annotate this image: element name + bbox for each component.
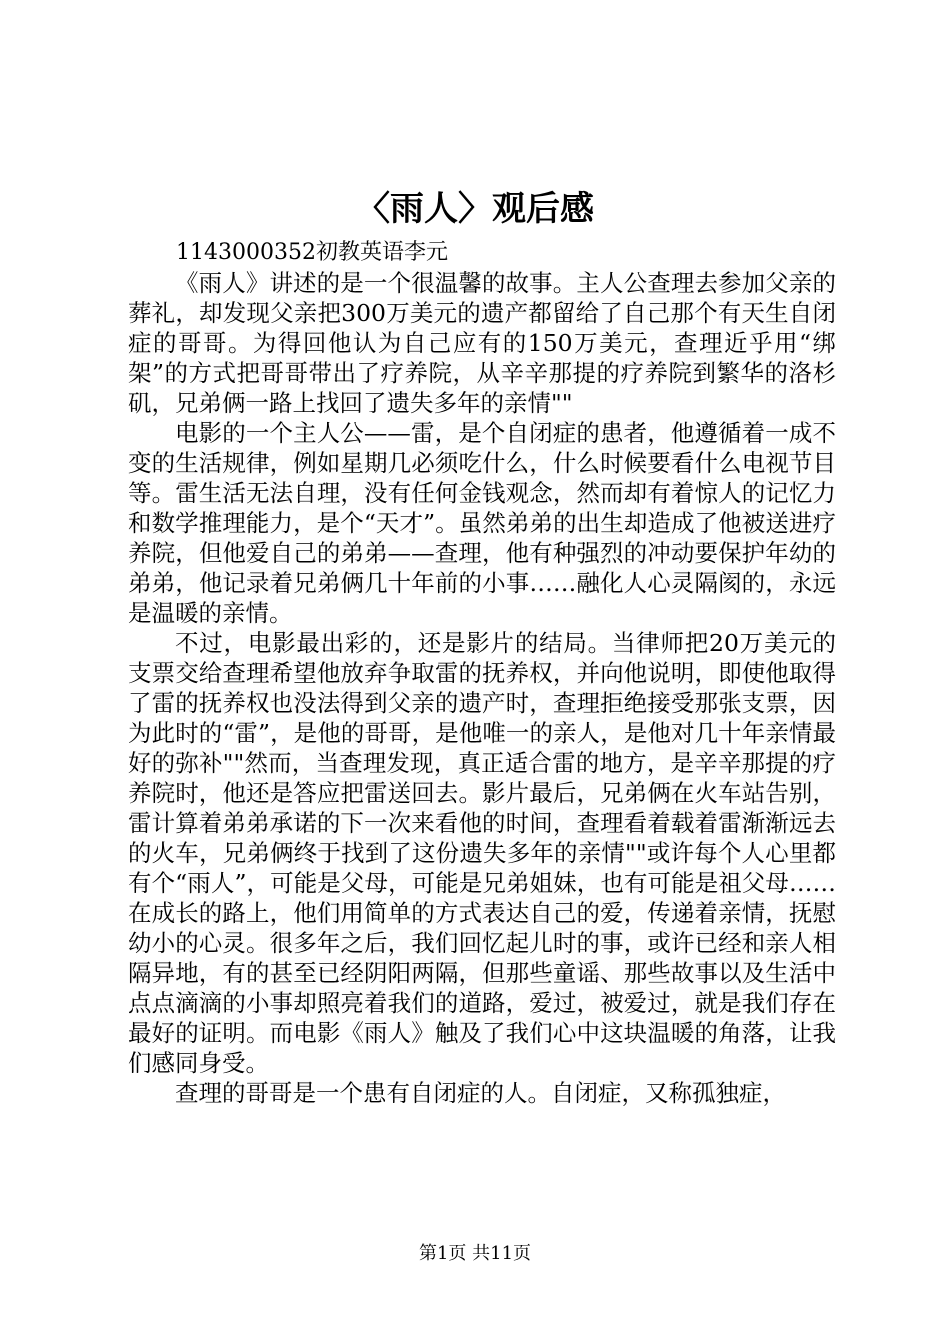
paragraph-2: 电影的一个主人公——雷，是个自闭症的患者，他遵循着一成不变的生活规律，例如星期几必须吃什么，什么时候要看什么电视节目等。雷生活无法自理，没有任何金钱观念，然而却有着惊人的记忆力和数学推理能力，是个“天才”。虽然弟弟的出生却造成了他被送进疗养院，但他爱自己的弟弟——查理，他有种强烈的冲动要保护年幼的弟弟，他记录着兄弟俩几十年前的小事……融化人心灵隔阂的，永远是温暖的亲情。 [128,419,836,627]
page-title: 〈雨人〉观后感 [356,189,594,229]
document-body [128,238,836,1108]
paragraph-3: 不过，电影最出彩的，还是影片的结局。当律师把20万美元的支票交给查理希望他放弃争取雷的抚养权，并向他说明，即使他取得了雷的抚养权也没法得到父亲的遗产时，查理拒绝接受那张支票，因为此时的“雷”，是他的哥哥，是他唯一的亲人，是他对几十年亲情最好的弥补""然而，当查理发现，真正适合雷的地方，是辛辛那提的疗养院时，他还是答应把雷送回去。影片最后，兄弟俩在火车站告别，雷计算着弟弟承诺的下一次来看他的时间，查理看着载着雷渐渐远去的火车，兄弟俩终于找到了这份遗失多年的亲情""或许每个人心里都有个“雨人”，可能是父母，可能是兄弟姐妹，也有可能是祖父母……在成长的路上，他们用简单的方式表达自己的爱，传递着亲情，抚慰幼小的心灵。很多年之后，我们回忆起儿时的事，或许已经和亲人相隔异地，有的甚至已经阴阳两隔，但那些童谣、那些故事以及生活中点点滴滴的小事却照亮着我们的道路，爱过，被爱过，就是我们存在最好的证明。而电影《雨人》触及了我们心中这块温暖的角落，让我们感同身受。 [128,629,836,1077]
paragraph-1: 《雨人》讲述的是一个很温馨的故事。主人公查理去参加父亲的葬礼，却发现父亲把300万美元的遗产都留给了自己那个有天生自闭症的哥哥。为得回他认为自己应有的150万美元，查理近乎用“绑架”的方式把哥哥带出了疗养院，从辛辛那提的疗养院到繁华的洛杉矶，兄弟俩一路上找回了遗失多年的亲情"" [128,269,836,417]
author-line: 1143000352初教英语李元 [176,240,448,265]
paragraph-4: 查理的哥哥是一个患有自闭症的人。自闭症，又称孤独症， [175,1079,786,1107]
page-footer: 第1页 共11页 [418,1243,532,1264]
